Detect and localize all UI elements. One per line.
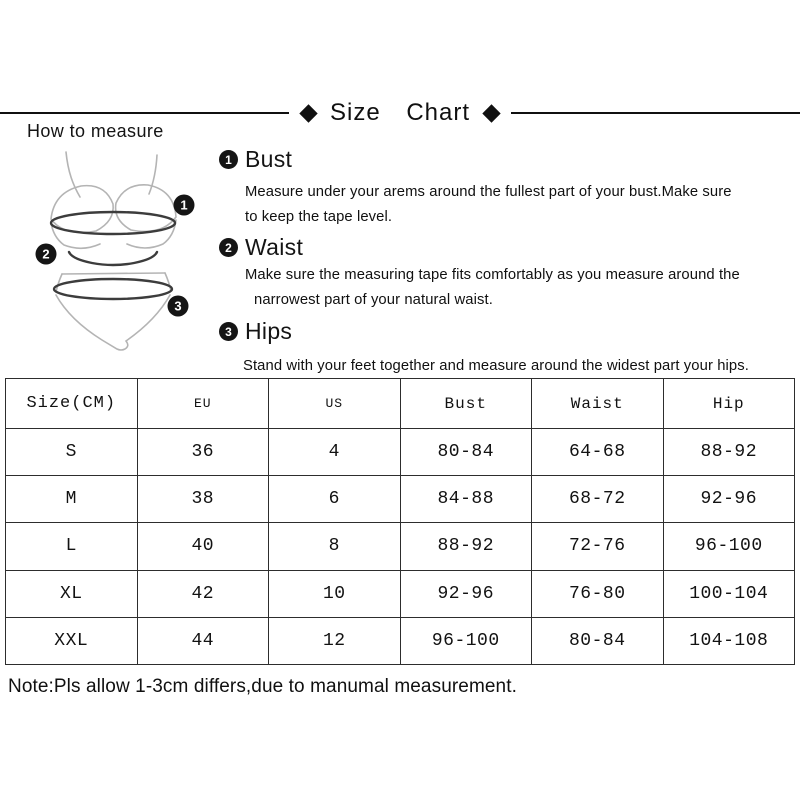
diamond-icon-right xyxy=(482,104,500,122)
cell-size: XL xyxy=(6,570,138,617)
hips-instruction-line: Stand with your feet together and measure around the widest part your hips. xyxy=(243,358,749,374)
bra-right-strap xyxy=(149,155,157,194)
col-header-size: Size(CM) xyxy=(6,379,138,429)
col-header-eu: EU xyxy=(137,379,269,429)
table-row-l xyxy=(6,523,795,570)
cell-us: 8 xyxy=(269,523,401,570)
cell-eu: 38 xyxy=(137,476,269,523)
col-header-us: US xyxy=(269,379,401,429)
hips-number-badge-icon: 3 xyxy=(219,322,238,341)
waist-instruction-line: narrowest part of your natural waist. xyxy=(254,292,493,308)
bra-right-cup xyxy=(116,185,176,232)
bottom-waistband-top xyxy=(62,273,165,274)
hip-tape-ellipse xyxy=(54,279,172,299)
table-row-xl xyxy=(6,570,795,617)
bust-instruction-line: to keep the tape level. xyxy=(245,209,393,225)
diamond-icon-left xyxy=(299,104,317,122)
table-row-s xyxy=(6,429,795,476)
hips-section xyxy=(219,318,749,379)
cell-size: XXL xyxy=(6,617,138,664)
page-title: Size Chart xyxy=(329,99,471,126)
cell-bust: 96-100 xyxy=(400,617,532,664)
size-table-header xyxy=(6,379,795,429)
bra-left-cup xyxy=(51,186,113,233)
cell-size: L xyxy=(6,523,138,570)
bottom-triangle xyxy=(56,295,170,350)
cell-waist: 76-80 xyxy=(532,570,664,617)
size-table-body xyxy=(6,429,795,665)
bottom-right-side xyxy=(165,273,171,291)
col-header-bust: Bust xyxy=(400,379,532,429)
svg-text:1: 1 xyxy=(180,197,188,213)
svg-text:2: 2 xyxy=(42,246,50,262)
bust-number-badge-icon: 1 xyxy=(219,150,238,169)
header-line-left xyxy=(0,112,289,114)
bust-instruction-line: Measure under your arems around the fullest part of your bust.Make sure xyxy=(245,184,732,200)
cell-eu: 42 xyxy=(137,570,269,617)
hips-section-body xyxy=(243,354,749,379)
measurement-note: Note:Pls allow 1-3cm differs,due to manumal measurement. xyxy=(8,676,517,697)
cell-size: M xyxy=(6,476,138,523)
svg-text:3: 3 xyxy=(174,298,182,314)
cell-bust: 92-96 xyxy=(400,570,532,617)
waist-tape-arc xyxy=(69,252,157,265)
cell-bust: 80-84 xyxy=(400,429,532,476)
cell-eu: 36 xyxy=(137,429,269,476)
bust-tape-ellipse xyxy=(51,212,175,234)
cell-waist: 64-68 xyxy=(532,429,664,476)
waist-section xyxy=(219,234,740,313)
waist-section-body xyxy=(245,263,740,313)
bust-section xyxy=(219,146,732,230)
cell-eu: 40 xyxy=(137,523,269,570)
cell-waist: 80-84 xyxy=(532,617,664,664)
cell-hip: 88-92 xyxy=(663,429,795,476)
waist-section-title: Waist xyxy=(245,234,304,260)
size-table xyxy=(5,378,795,665)
cell-hip: 104-108 xyxy=(663,617,795,664)
cell-hip: 92-96 xyxy=(663,476,795,523)
cell-waist: 72-76 xyxy=(532,523,664,570)
waist-section-header xyxy=(219,234,740,261)
hips-section-title: Hips xyxy=(245,318,293,344)
hips-section-header xyxy=(219,318,749,345)
size-table-header-row xyxy=(6,379,795,429)
table-row-m xyxy=(6,476,795,523)
waist-instruction-line: Make sure the measuring tape fits comfortably as you measure around the xyxy=(245,267,740,283)
bust-section-body xyxy=(245,180,732,230)
cell-bust: 88-92 xyxy=(400,523,532,570)
figure-waist-badge-icon xyxy=(36,244,57,265)
header-line-right xyxy=(511,112,800,114)
cell-waist: 68-72 xyxy=(532,476,664,523)
figure-bust-badge-icon xyxy=(174,195,195,216)
col-header-waist: Waist xyxy=(532,379,664,429)
cell-size: S xyxy=(6,429,138,476)
cell-us: 12 xyxy=(269,617,401,664)
measurement-figure-illustration xyxy=(22,142,226,366)
how-to-measure-title: How to measure xyxy=(27,121,164,141)
waist-number-badge-icon: 2 xyxy=(219,238,238,257)
cell-bust: 84-88 xyxy=(400,476,532,523)
table-row-xxl xyxy=(6,617,795,664)
col-header-hip: Hip xyxy=(663,379,795,429)
cell-us: 6 xyxy=(269,476,401,523)
cell-us: 10 xyxy=(269,570,401,617)
bust-section-title: Bust xyxy=(245,146,293,172)
figure-hips-badge-icon xyxy=(168,296,189,317)
cell-us: 4 xyxy=(269,429,401,476)
cell-hip: 100-104 xyxy=(663,570,795,617)
bust-section-header xyxy=(219,146,732,173)
cell-eu: 44 xyxy=(137,617,269,664)
cell-hip: 96-100 xyxy=(663,523,795,570)
